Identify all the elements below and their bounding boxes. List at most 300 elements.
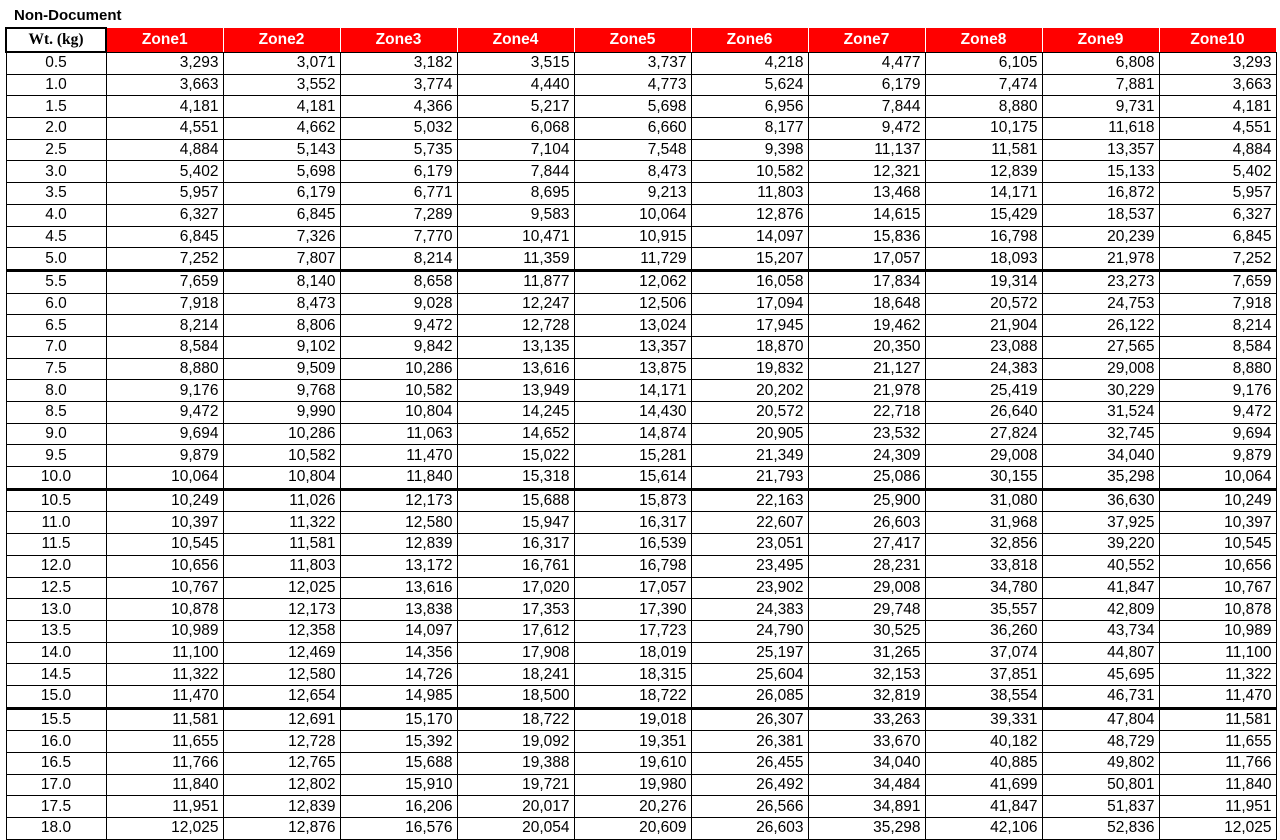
rate-cell: 13,024 — [574, 315, 691, 337]
rate-cell: 14,874 — [574, 423, 691, 445]
rate-cell: 10,249 — [106, 489, 223, 512]
rate-cell: 23,273 — [1042, 270, 1159, 293]
weight-cell: 15.0 — [6, 685, 106, 708]
rate-cell: 10,878 — [106, 599, 223, 621]
rate-cell: 9,028 — [340, 293, 457, 315]
rate-cell: 26,603 — [691, 818, 808, 840]
rate-cell: 30,229 — [1042, 380, 1159, 402]
rate-cell: 14,652 — [457, 423, 574, 445]
rate-cell: 7,548 — [574, 139, 691, 161]
rate-cell: 10,545 — [106, 534, 223, 556]
rate-cell: 11,581 — [106, 708, 223, 731]
rate-cell: 12,358 — [223, 620, 340, 642]
rate-cell: 17,094 — [691, 293, 808, 315]
table-row — [6, 512, 1276, 534]
rate-cell: 18,019 — [574, 642, 691, 664]
rate-cell: 13,357 — [1042, 139, 1159, 161]
rate-cell: 6,179 — [808, 74, 925, 96]
rate-cell: 50,801 — [1042, 774, 1159, 796]
table-row — [6, 818, 1276, 840]
rate-cell: 10,064 — [574, 204, 691, 226]
zone-column-header: Zone6 — [691, 28, 808, 52]
rate-cell: 7,289 — [340, 204, 457, 226]
rate-cell: 6,845 — [1159, 226, 1276, 248]
rate-cell: 3,737 — [574, 52, 691, 74]
rate-cell: 5,698 — [223, 161, 340, 183]
rate-cell: 6,068 — [457, 118, 574, 140]
rate-cell: 11,581 — [1159, 708, 1276, 731]
rate-cell: 23,532 — [808, 423, 925, 445]
rate-cell: 12,025 — [106, 818, 223, 840]
rate-cell: 51,837 — [1042, 796, 1159, 818]
weight-column-header: Wt. (kg) — [6, 28, 106, 52]
rate-cell: 23,902 — [691, 577, 808, 599]
table-row — [6, 118, 1276, 140]
rate-cell: 32,856 — [925, 534, 1042, 556]
rate-cell: 20,202 — [691, 380, 808, 402]
rate-cell: 31,524 — [1042, 402, 1159, 424]
weight-cell: 3.5 — [6, 183, 106, 205]
rate-cell: 8,806 — [223, 315, 340, 337]
rate-cell: 12,580 — [223, 664, 340, 686]
zone-column-header: Zone5 — [574, 28, 691, 52]
rate-cell: 9,583 — [457, 204, 574, 226]
rate-cell: 12,876 — [691, 204, 808, 226]
weight-cell: 12.0 — [6, 555, 106, 577]
zone-column-header: Zone8 — [925, 28, 1042, 52]
table-row — [6, 204, 1276, 226]
rate-cell: 26,566 — [691, 796, 808, 818]
weight-cell: 7.5 — [6, 358, 106, 380]
rate-cell: 22,718 — [808, 402, 925, 424]
rate-cell: 30,155 — [925, 467, 1042, 490]
rate-cell: 13,949 — [457, 380, 574, 402]
rate-cell: 10,582 — [691, 161, 808, 183]
rate-cell: 4,551 — [1159, 118, 1276, 140]
rate-cell: 17,945 — [691, 315, 808, 337]
rate-cell: 3,515 — [457, 52, 574, 74]
rate-cell: 10,989 — [1159, 620, 1276, 642]
rate-cell: 16,539 — [574, 534, 691, 556]
rate-cell: 10,249 — [1159, 489, 1276, 512]
weight-cell: 5.5 — [6, 270, 106, 293]
table-row — [6, 642, 1276, 664]
rate-cell: 9,879 — [106, 445, 223, 467]
table-row — [6, 248, 1276, 271]
rate-cell: 11,951 — [106, 796, 223, 818]
rate-cell: 11,618 — [1042, 118, 1159, 140]
rate-cell: 26,603 — [808, 512, 925, 534]
rate-cell: 18,500 — [457, 685, 574, 708]
rate-cell: 49,802 — [1042, 753, 1159, 775]
rate-cell: 11,470 — [106, 685, 223, 708]
rate-cell: 11,655 — [106, 731, 223, 753]
rate-cell: 47,804 — [1042, 708, 1159, 731]
rate-cell: 15,281 — [574, 445, 691, 467]
rate-cell: 18,648 — [808, 293, 925, 315]
rate-cell: 11,877 — [457, 270, 574, 293]
rate-cell: 6,660 — [574, 118, 691, 140]
rate-cell: 11,470 — [340, 445, 457, 467]
rate-cell: 4,218 — [691, 52, 808, 74]
table-row — [6, 293, 1276, 315]
weight-cell: 14.0 — [6, 642, 106, 664]
table-row — [6, 423, 1276, 445]
rate-cell: 15,133 — [1042, 161, 1159, 183]
rate-cell: 29,008 — [1042, 358, 1159, 380]
rate-cell: 26,085 — [691, 685, 808, 708]
rate-cell: 34,891 — [808, 796, 925, 818]
rate-cell: 32,819 — [808, 685, 925, 708]
rate-cell: 11,951 — [1159, 796, 1276, 818]
rate-cell: 10,175 — [925, 118, 1042, 140]
rate-cell: 11,655 — [1159, 731, 1276, 753]
zone-column-header: Zone4 — [457, 28, 574, 52]
rate-cell: 10,471 — [457, 226, 574, 248]
weight-cell: 1.5 — [6, 96, 106, 118]
rate-cell: 11,766 — [1159, 753, 1276, 775]
rate-cell: 14,097 — [691, 226, 808, 248]
table-row — [6, 731, 1276, 753]
rate-cell: 31,968 — [925, 512, 1042, 534]
rate-cell: 15,318 — [457, 467, 574, 490]
rate-cell: 15,836 — [808, 226, 925, 248]
rate-cell: 4,366 — [340, 96, 457, 118]
rate-cell: 9,509 — [223, 358, 340, 380]
weight-cell: 18.0 — [6, 818, 106, 840]
rate-cell: 21,349 — [691, 445, 808, 467]
rate-cell: 12,321 — [808, 161, 925, 183]
rate-cell: 4,884 — [106, 139, 223, 161]
rate-cell: 13,838 — [340, 599, 457, 621]
rate-cell: 12,839 — [340, 534, 457, 556]
table-row — [6, 555, 1276, 577]
rate-cell: 14,430 — [574, 402, 691, 424]
rate-cell: 17,353 — [457, 599, 574, 621]
rate-cell: 9,472 — [808, 118, 925, 140]
rate-cell: 12,062 — [574, 270, 691, 293]
rate-cell: 19,018 — [574, 708, 691, 731]
rate-cell: 9,694 — [106, 423, 223, 445]
rate-table — [5, 27, 1277, 840]
table-row — [6, 139, 1276, 161]
rate-cell: 10,878 — [1159, 599, 1276, 621]
rate-cell: 5,624 — [691, 74, 808, 96]
rate-cell: 20,350 — [808, 336, 925, 358]
rate-cell: 10,915 — [574, 226, 691, 248]
rate-cell: 10,064 — [106, 467, 223, 490]
weight-cell: 8.0 — [6, 380, 106, 402]
rate-cell: 12,025 — [1159, 818, 1276, 840]
table-row — [6, 599, 1276, 621]
rate-cell: 24,790 — [691, 620, 808, 642]
rate-cell: 8,140 — [223, 270, 340, 293]
rate-cell: 3,663 — [1159, 74, 1276, 96]
rate-cell: 11,137 — [808, 139, 925, 161]
weight-cell: 10.0 — [6, 467, 106, 490]
rate-cell: 8,214 — [106, 315, 223, 337]
rate-cell: 35,557 — [925, 599, 1042, 621]
weight-cell: 16.5 — [6, 753, 106, 775]
rate-cell: 21,793 — [691, 467, 808, 490]
rate-cell: 4,551 — [106, 118, 223, 140]
rate-cell: 8,214 — [1159, 315, 1276, 337]
rate-cell: 10,064 — [1159, 467, 1276, 490]
rate-cell: 7,104 — [457, 139, 574, 161]
table-row — [6, 753, 1276, 775]
rate-cell: 19,462 — [808, 315, 925, 337]
rate-cell: 9,731 — [1042, 96, 1159, 118]
zone-column-header: Zone10 — [1159, 28, 1276, 52]
rate-cell: 3,071 — [223, 52, 340, 74]
weight-cell: 14.5 — [6, 664, 106, 686]
rate-cell: 37,851 — [925, 664, 1042, 686]
rate-cell: 9,176 — [1159, 380, 1276, 402]
table-row — [6, 577, 1276, 599]
rate-cell: 25,197 — [691, 642, 808, 664]
rate-cell: 21,904 — [925, 315, 1042, 337]
rate-cell: 6,327 — [1159, 204, 1276, 226]
rate-cell: 16,576 — [340, 818, 457, 840]
rate-cell: 10,656 — [106, 555, 223, 577]
rate-cell: 25,900 — [808, 489, 925, 512]
rate-cell: 31,080 — [925, 489, 1042, 512]
rate-cell: 40,552 — [1042, 555, 1159, 577]
rate-cell: 12,691 — [223, 708, 340, 731]
rate-cell: 15,429 — [925, 204, 1042, 226]
table-row — [6, 226, 1276, 248]
rate-cell: 37,074 — [925, 642, 1042, 664]
rate-cell: 33,818 — [925, 555, 1042, 577]
weight-cell: 13.5 — [6, 620, 106, 642]
rate-cell: 13,616 — [457, 358, 574, 380]
rate-cell: 20,239 — [1042, 226, 1159, 248]
zone-column-header: Zone1 — [106, 28, 223, 52]
rate-cell: 39,220 — [1042, 534, 1159, 556]
header-row — [6, 28, 1276, 52]
rate-cell: 11,100 — [1159, 642, 1276, 664]
rate-cell: 7,252 — [1159, 248, 1276, 271]
rate-cell: 15,910 — [340, 774, 457, 796]
rate-cell: 16,058 — [691, 270, 808, 293]
rate-cell: 8,658 — [340, 270, 457, 293]
rate-cell: 13,468 — [808, 183, 925, 205]
rate-cell: 15,392 — [340, 731, 457, 753]
rate-cell: 15,170 — [340, 708, 457, 731]
rate-cell: 8,214 — [340, 248, 457, 271]
rate-cell: 30,525 — [808, 620, 925, 642]
rate-table-body — [6, 52, 1276, 839]
rate-cell: 22,607 — [691, 512, 808, 534]
rate-cell: 39,331 — [925, 708, 1042, 731]
rate-cell: 10,989 — [106, 620, 223, 642]
rate-cell: 6,771 — [340, 183, 457, 205]
rate-cell: 16,206 — [340, 796, 457, 818]
rate-cell: 7,844 — [457, 161, 574, 183]
rate-cell: 24,753 — [1042, 293, 1159, 315]
table-row — [6, 336, 1276, 358]
weight-cell: 16.0 — [6, 731, 106, 753]
weight-cell: 17.5 — [6, 796, 106, 818]
weight-cell: 9.5 — [6, 445, 106, 467]
rate-cell: 26,640 — [925, 402, 1042, 424]
rate-cell: 18,537 — [1042, 204, 1159, 226]
rate-cell: 16,761 — [457, 555, 574, 577]
rate-cell: 10,767 — [106, 577, 223, 599]
rate-cell: 29,008 — [925, 445, 1042, 467]
rate-cell: 4,440 — [457, 74, 574, 96]
rate-cell: 32,153 — [808, 664, 925, 686]
rate-cell: 18,093 — [925, 248, 1042, 271]
rate-cell: 7,659 — [1159, 270, 1276, 293]
table-row — [6, 183, 1276, 205]
rate-cell: 26,122 — [1042, 315, 1159, 337]
rate-cell: 29,008 — [808, 577, 925, 599]
rate-cell: 5,217 — [457, 96, 574, 118]
table-row — [6, 620, 1276, 642]
rate-cell: 17,908 — [457, 642, 574, 664]
weight-cell: 11.0 — [6, 512, 106, 534]
rate-cell: 20,276 — [574, 796, 691, 818]
rate-cell: 15,614 — [574, 467, 691, 490]
weight-cell: 7.0 — [6, 336, 106, 358]
rate-cell: 9,694 — [1159, 423, 1276, 445]
rate-cell: 3,293 — [106, 52, 223, 74]
rate-cell: 6,845 — [223, 204, 340, 226]
rate-cell: 26,307 — [691, 708, 808, 731]
rate-cell: 14,097 — [340, 620, 457, 642]
rate-cell: 8,880 — [1159, 358, 1276, 380]
rate-cell: 27,565 — [1042, 336, 1159, 358]
rate-cell: 8,880 — [106, 358, 223, 380]
rate-cell: 4,884 — [1159, 139, 1276, 161]
rate-cell: 8,473 — [223, 293, 340, 315]
weight-cell: 12.5 — [6, 577, 106, 599]
rate-cell: 37,925 — [1042, 512, 1159, 534]
rate-cell: 11,100 — [106, 642, 223, 664]
rate-cell: 21,978 — [808, 380, 925, 402]
rate-cell: 5,402 — [106, 161, 223, 183]
table-row — [6, 96, 1276, 118]
rate-cell: 9,398 — [691, 139, 808, 161]
table-row — [6, 796, 1276, 818]
rate-cell: 19,388 — [457, 753, 574, 775]
rate-cell: 23,088 — [925, 336, 1042, 358]
rate-cell: 11,581 — [223, 534, 340, 556]
rate-cell: 7,770 — [340, 226, 457, 248]
rate-cell: 9,472 — [340, 315, 457, 337]
rate-cell: 9,102 — [223, 336, 340, 358]
rate-cell: 34,484 — [808, 774, 925, 796]
rate-cell: 7,918 — [1159, 293, 1276, 315]
rate-cell: 10,286 — [340, 358, 457, 380]
table-row — [6, 708, 1276, 731]
rate-cell: 19,980 — [574, 774, 691, 796]
weight-cell: 4.5 — [6, 226, 106, 248]
rate-cell: 24,309 — [808, 445, 925, 467]
rate-cell: 25,604 — [691, 664, 808, 686]
rate-cell: 12,839 — [223, 796, 340, 818]
rate-cell: 4,662 — [223, 118, 340, 140]
rate-cell: 5,032 — [340, 118, 457, 140]
zone-column-header: Zone7 — [808, 28, 925, 52]
rate-cell: 20,017 — [457, 796, 574, 818]
rate-cell: 9,176 — [106, 380, 223, 402]
weight-cell: 2.0 — [6, 118, 106, 140]
rate-cell: 11,766 — [106, 753, 223, 775]
rate-cell: 6,845 — [106, 226, 223, 248]
weight-cell: 4.0 — [6, 204, 106, 226]
rate-cell: 11,063 — [340, 423, 457, 445]
rate-cell: 41,699 — [925, 774, 1042, 796]
rate-cell: 24,383 — [925, 358, 1042, 380]
rate-cell: 20,905 — [691, 423, 808, 445]
table-row — [6, 774, 1276, 796]
table-row — [6, 270, 1276, 293]
rate-cell: 11,803 — [223, 555, 340, 577]
rate-cell: 44,807 — [1042, 642, 1159, 664]
rate-cell: 12,802 — [223, 774, 340, 796]
rate-cell: 26,492 — [691, 774, 808, 796]
rate-cell: 4,181 — [106, 96, 223, 118]
weight-cell: 1.0 — [6, 74, 106, 96]
rate-cell: 16,798 — [925, 226, 1042, 248]
rate-cell: 8,584 — [106, 336, 223, 358]
rate-cell: 26,455 — [691, 753, 808, 775]
rate-cell: 19,351 — [574, 731, 691, 753]
rate-cell: 11,729 — [574, 248, 691, 271]
rate-cell: 17,612 — [457, 620, 574, 642]
rate-cell: 38,554 — [925, 685, 1042, 708]
rate-cell: 31,265 — [808, 642, 925, 664]
rate-cell: 14,615 — [808, 204, 925, 226]
table-title: Non-Document — [14, 7, 122, 24]
rate-cell: 16,872 — [1042, 183, 1159, 205]
rate-cell: 11,359 — [457, 248, 574, 271]
rate-cell: 10,545 — [1159, 534, 1276, 556]
rate-cell: 24,383 — [691, 599, 808, 621]
rate-cell: 14,356 — [340, 642, 457, 664]
rate-cell: 19,092 — [457, 731, 574, 753]
weight-cell: 9.0 — [6, 423, 106, 445]
rate-cell: 29,748 — [808, 599, 925, 621]
rate-cell: 10,582 — [223, 445, 340, 467]
rate-cell: 5,957 — [1159, 183, 1276, 205]
weight-cell: 0.5 — [6, 52, 106, 74]
rate-cell: 45,695 — [1042, 664, 1159, 686]
weight-cell: 6.0 — [6, 293, 106, 315]
rate-cell: 6,808 — [1042, 52, 1159, 74]
rate-cell: 11,840 — [1159, 774, 1276, 796]
table-row — [6, 664, 1276, 686]
rate-cell: 17,020 — [457, 577, 574, 599]
weight-cell: 6.5 — [6, 315, 106, 337]
rate-cell: 17,834 — [808, 270, 925, 293]
rate-cell: 13,135 — [457, 336, 574, 358]
rate-cell: 11,581 — [925, 139, 1042, 161]
table-row — [6, 534, 1276, 556]
rate-cell: 18,315 — [574, 664, 691, 686]
table-row — [6, 380, 1276, 402]
rate-cell: 25,086 — [808, 467, 925, 490]
rate-cell: 42,106 — [925, 818, 1042, 840]
rate-cell: 17,723 — [574, 620, 691, 642]
rate-cell: 3,552 — [223, 74, 340, 96]
weight-cell: 17.0 — [6, 774, 106, 796]
rate-cell: 10,286 — [223, 423, 340, 445]
rate-cell: 15,688 — [340, 753, 457, 775]
rate-cell: 21,127 — [808, 358, 925, 380]
